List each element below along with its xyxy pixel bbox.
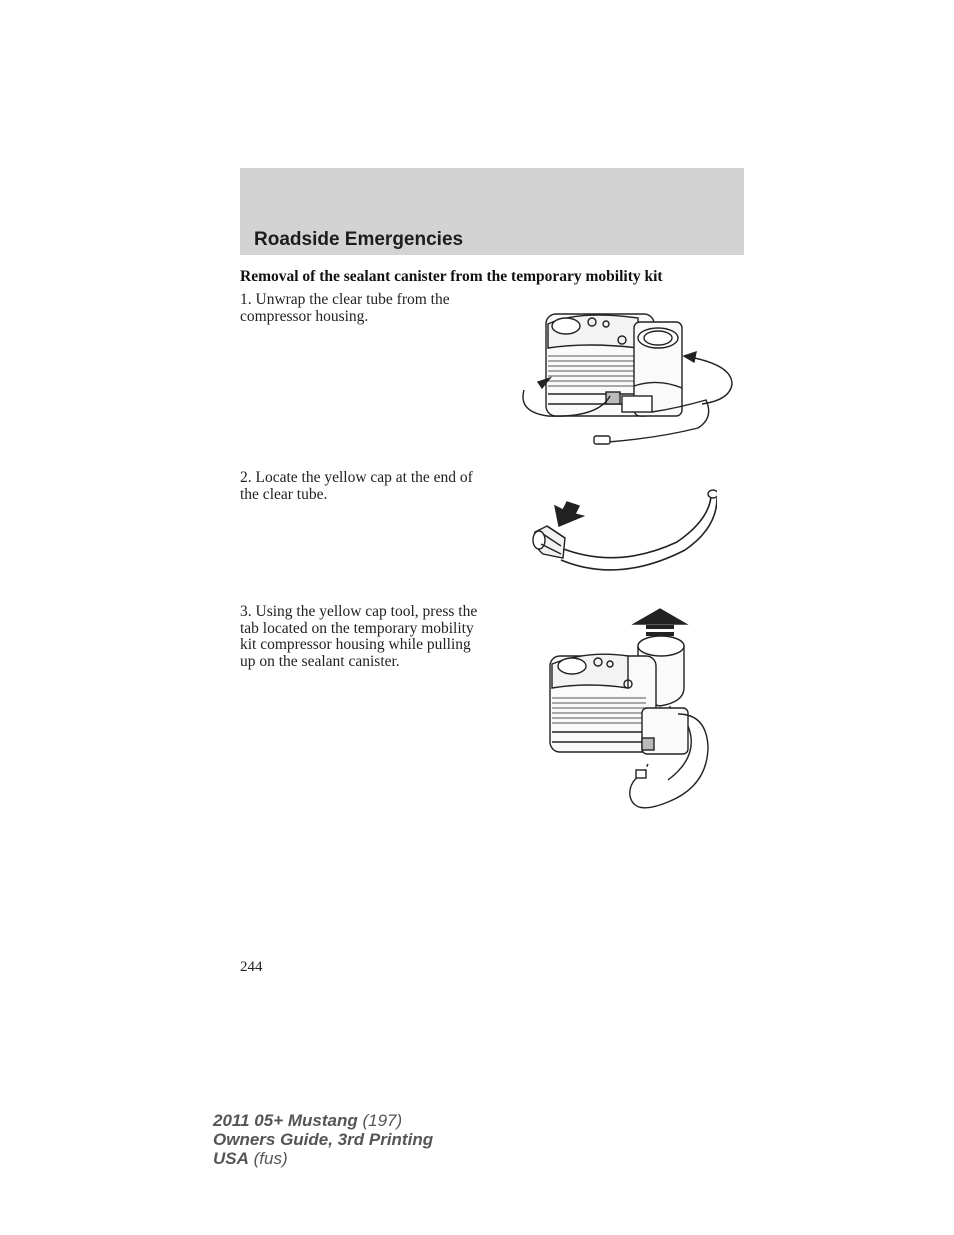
step-3-text: 3. Using the yellow cap tool, press the tab located on the temporary mobility kit compressor housing while pulling up on the sealant canister. <box>240 603 478 670</box>
canister-removal-illustration <box>548 606 714 832</box>
footer-model-code: (197) <box>357 1111 403 1130</box>
footer <box>213 1111 433 1168</box>
footer-market: USA <box>213 1149 249 1168</box>
footer-printing: Owners Guide, 3rd Printing <box>213 1130 434 1149</box>
yellow-cap-illustration <box>527 484 717 578</box>
footer-line-3 <box>213 1149 433 1168</box>
footer-line-1 <box>213 1111 433 1130</box>
footer-model: 2011 05+ Mustang <box>213 1111 358 1130</box>
section-title: Roadside Emergencies <box>254 229 464 250</box>
footer-line-2 <box>213 1130 433 1149</box>
page-number: 244 <box>240 959 263 975</box>
compressor-unwrap-illustration <box>518 308 740 460</box>
footer-market-code: (fus) <box>248 1149 288 1168</box>
step-1-text: 1. Unwrap the clear tube from the compressor housing. <box>240 291 450 325</box>
subheading: Removal of the sealant canister from the temporary mobility kit <box>240 268 663 285</box>
section-header-band <box>240 168 744 255</box>
step-2-text: 2. Locate the yellow cap at the end of the clear tube. <box>240 469 473 503</box>
